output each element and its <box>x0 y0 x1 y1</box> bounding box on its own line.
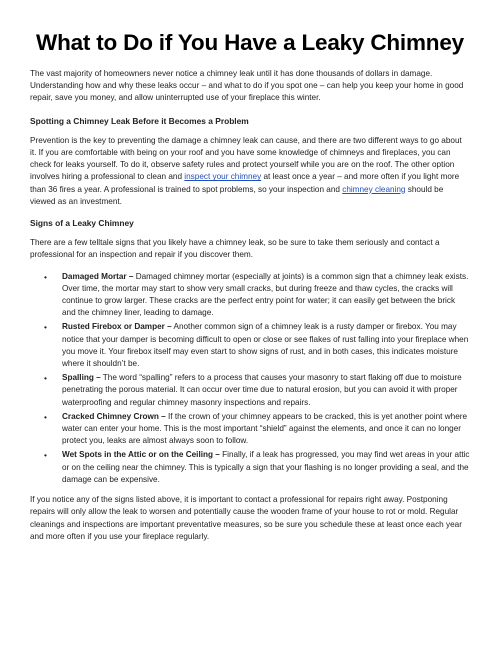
list-item <box>44 321 470 370</box>
bullet-icon: • <box>44 450 47 461</box>
list-item <box>44 411 470 448</box>
list-item <box>44 271 470 320</box>
section-heading-signs: Signs of a Leaky Chimney <box>30 218 134 229</box>
page-title: What to Do if You Have a Leaky Chimney <box>36 30 464 55</box>
inspect-chimney-link[interactable]: inspect your chimney <box>184 172 262 182</box>
list-item-title: Cracked Chimney Crown – <box>62 411 166 421</box>
chimney-cleaning-link[interactable]: chimney cleaning <box>342 184 406 194</box>
bullet-icon: • <box>44 373 47 384</box>
spotting-paragraph <box>30 135 470 208</box>
list-item-text: The word “spalling” refers to a process that causes your masonry to start flaking off due to moisture penetrating the porous material. It can occur over time due to natural erosion, but you can avoid it with proper waterproofing and regular chimney masonry inspections and repairs. <box>62 373 462 407</box>
bullet-icon: • <box>44 271 47 282</box>
bullet-icon: • <box>44 322 47 333</box>
list-item-text: Damaged chimney mortar (especially at joints) is a common sign that a chimney leak exists. Over time, the mortar may start to show very small cracks, but during freeze and thaw cycles, the cracks will continue to grow larger. These cracks are the perfect entry point for water; it can easily get between the brick and the chimney liner, leading to damage. <box>62 271 469 318</box>
spotting-text-3: should be viewed as an investment. <box>30 184 444 206</box>
spotting-text-2: at least once a year – and more often if you light more than 36 fires a year. A professional is trained to spot problems, so your inspection and <box>30 172 460 194</box>
list-item-title: Wet Spots in the Attic or on the Ceiling – <box>62 450 220 460</box>
list-item-title: Damaged Mortar – <box>62 271 134 281</box>
section-heading-spotting: Spotting a Chimney Leak Before it Becomes a Problem <box>30 115 249 126</box>
conclusion-paragraph: If you notice any of the signs listed above, it is important to contact a professional for repairs right away. Postponing repairs will only allow the leak to worsen and potentially cause the wooden frame of your house to rot or mold. Regular cleanings and inspections are important preventative measures, so be sure you schedule these at least once each year and more often if you use your fireplace regularly. <box>30 495 462 541</box>
intro-paragraph: The vast majority of homeowners never notice a chimney leak until it has done thousands of dollars in damage. Understanding how and why these leaks occur – and what to do if you spot one – can help you keep your home in good repair, save you money, and allow uninterrupted use of your fireplace this winter. <box>30 69 464 103</box>
list-item-text: Finally, if a leak has progressed, you may find wet areas in your attic or on the ceiling near the chimney. This is typically a sign that your flashing is no longer providing a seal, and the damage can be expensive. <box>62 450 470 484</box>
bullet-icon: • <box>44 411 47 422</box>
list-item-text: If the crown of your chimney appears to be cracked, this is yet another point where water can enter your home. This is the most important “shield” against the elements, and once it can no longer protect you, leaks are almost always soon to follow. <box>62 411 468 446</box>
list-item-text: Another common sign of a chimney leak is a rusty damper or firebox. You may notice that your damper is becoming difficult to open or close or see flakes of rust falling into your fireplace when you move it. Your firebox itself may even start to show signs of rust, and in both cases, this indicates moisture where it shouldn’t be. <box>62 322 469 369</box>
signs-intro-paragraph: There are a few telltale signs that you likely have a chimney leak, so be sure to take them seriously and contact a professional for an inspection and repair if you discover them. <box>30 238 440 260</box>
list-item <box>44 449 470 486</box>
signs-list <box>30 271 470 486</box>
list-item-title: Spalling – <box>62 373 101 383</box>
spotting-text-1: Prevention is the key to preventing the damage a chimney leak can cause, and there are two different ways to go about it. If you are comfortable with being on your roof and you have some knowledge of chimneys and fireplaces, you can check for leaks yourself. To do it, observe safety rules and protect yourself while you are on the roof. The other option involves hiring a professional to clean and <box>30 135 462 182</box>
list-item-title: Rusted Firebox or Damper – <box>62 322 172 332</box>
list-item <box>44 372 470 409</box>
